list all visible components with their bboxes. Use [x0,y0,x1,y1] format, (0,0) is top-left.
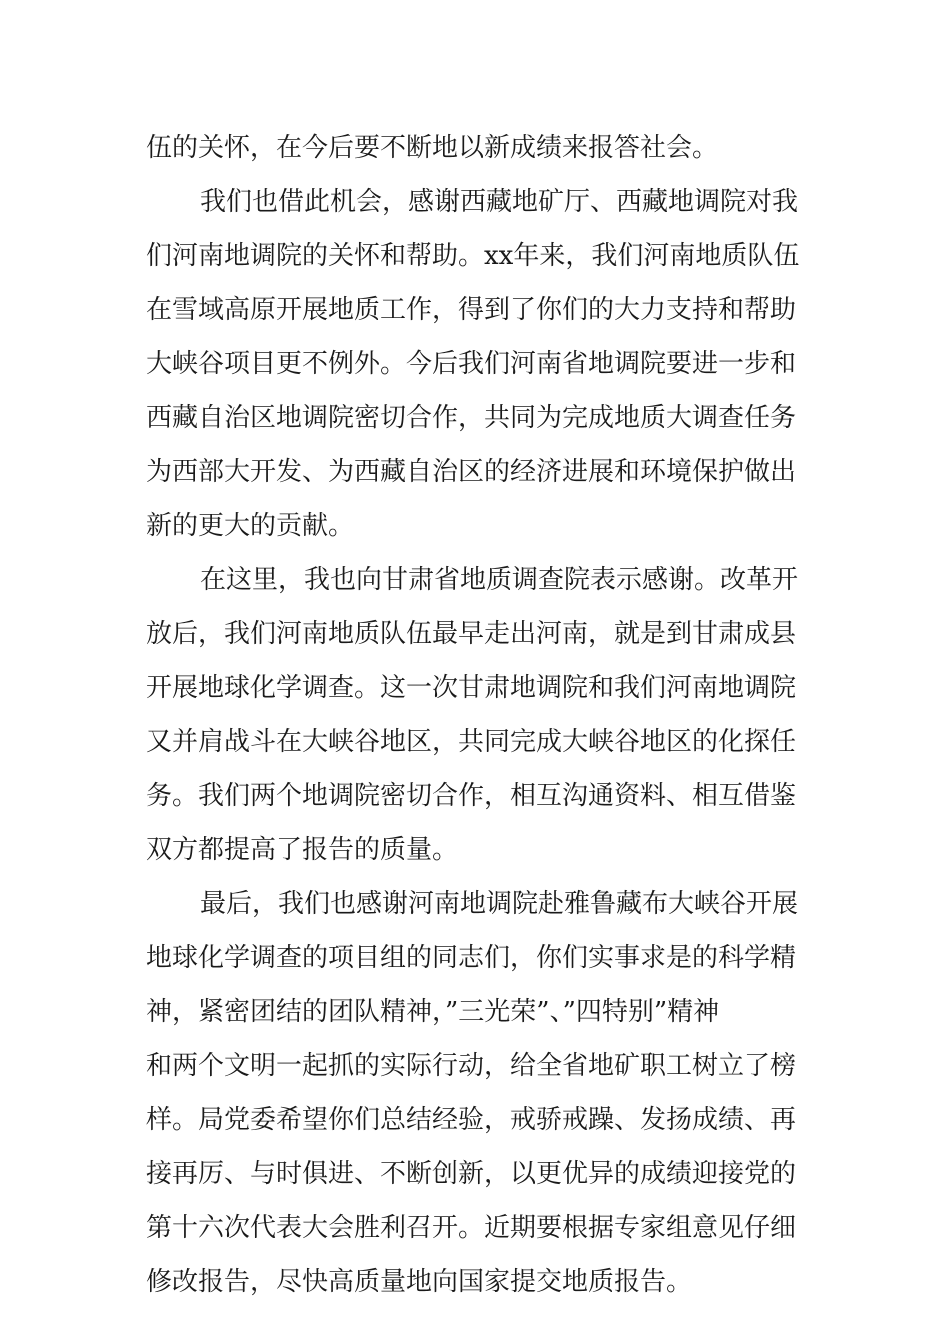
text-line: 伍的关怀，在今后要不断地以新成绩来报答社会。 [146,133,719,163]
text-line: 务。我们两个地调院密切合作，相互沟通资料、相互借鉴 [146,781,797,811]
text-line: 我们也借此机会，感谢西藏地矿厅、西藏地调院对我 [200,187,799,217]
text-line: 又并肩战斗在大峡谷地区，共同完成大峡谷地区的化探任 [146,727,797,757]
text-line: 修改报告，尽快高质量地向国家提交地质报告。 [146,1267,693,1297]
text-line: 第十六次代表大会胜利召开。近期要根据专家组意见仔细 [146,1213,797,1243]
text-line: 开展地球化学调查。这一次甘肃地调院和我们河南地调院 [146,673,797,703]
text-line: 和两个文明一起抓的实际行动，给全省地矿职工树立了榜 [146,1051,797,1081]
text-line: 接再厉、与时俱进、不断创新，以更优异的成绩迎接党的 [146,1159,797,1189]
text-line: 为西部大开发、为西藏自治区的经济进展和环境保护做出 [146,457,797,487]
text-line: 西藏自治区地调院密切合作，共同为完成地质大调查任务 [146,403,797,433]
text-line: 在这里，我也向甘肃省地质调查院表示感谢。改革开 [200,565,799,595]
text-line: 在雪域高原开展地质工作，得到了你们的大力支持和帮助 [146,295,797,325]
text-line: 样。局党委希望你们总结经验，戒骄戒躁、发扬成绩、再 [146,1105,797,1135]
text-line: 们河南地调院的关怀和帮助。xx年来，我们河南地质队伍 [146,241,800,271]
text-line: 新的更大的贡献。 [146,511,355,541]
text-line: 地球化学调查的项目组的同志们，你们实事求是的科学精 [146,943,797,973]
text-line: 双方都提高了报告的质量。 [146,835,459,865]
text-line: 最后，我们也感谢河南地调院赴雅鲁藏布大峡谷开展 [200,889,799,919]
text-line: 放后，我们河南地质队伍最早走出河南，就是到甘肃成县 [146,619,797,649]
body-text [146,121,806,1309]
text-line: 神，紧密团结的团队精神，”三光荣”、”四特别”精神 [146,997,720,1027]
text-line: 大峡谷项目更不例外。今后我们河南省地调院要进一步和 [146,349,797,379]
